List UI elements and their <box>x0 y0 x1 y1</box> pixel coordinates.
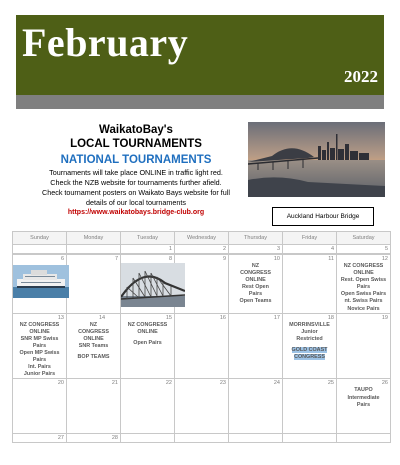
calendar-grid <box>12 231 391 443</box>
day-cell <box>283 245 337 255</box>
year-label: 2022 <box>344 67 378 86</box>
day-number: 11 <box>328 256 334 262</box>
day-number: 23 <box>219 380 226 387</box>
day-cell <box>13 255 67 314</box>
day-cell <box>229 313 283 379</box>
day-number: 15 <box>165 314 172 321</box>
info-line: Check the NZB website for tournaments further afield. <box>50 178 222 187</box>
day-cell <box>229 245 283 255</box>
event-nz-congress: NZ CONGRESS ONLINE SNR Teams BOP TEAMS <box>77 321 110 361</box>
event-taupo: TAUPO Intermediate Pairs <box>347 387 380 408</box>
day-cell <box>121 379 175 434</box>
day-number: 9 <box>222 256 226 262</box>
day-cell <box>67 245 121 255</box>
day-header: Monday <box>67 232 121 245</box>
day-number: 13 <box>57 314 64 321</box>
photo-caption: Auckland Harbour Bridge <box>272 207 374 226</box>
day-number: 6 <box>60 256 64 262</box>
tournament-info <box>26 123 246 218</box>
day-number: 7 <box>114 256 118 262</box>
day-cell <box>67 434 121 443</box>
event-gold-coast: GOLD COAST <box>291 346 328 353</box>
info-title-2: LOCAL TOURNAMENTS <box>70 138 202 150</box>
day-cell <box>175 434 229 443</box>
banner-divider <box>16 95 384 109</box>
day-number: 12 <box>381 256 388 262</box>
info-line: details of our local tournaments <box>86 198 186 207</box>
day-cell <box>13 379 67 434</box>
day-cell <box>67 255 121 314</box>
day-number: 1 <box>121 245 174 254</box>
month-title: February <box>22 20 189 65</box>
day-number: 21 <box>111 380 118 387</box>
day-number: 22 <box>165 380 172 387</box>
day-cell <box>175 245 229 255</box>
day-cell <box>175 313 229 379</box>
event-nz-congress: NZ CONGRESS ONLINE SNR MP Swiss Pairs Open MP Swiss Pairs Int. Pairs Junior Pairs <box>19 321 60 378</box>
day-cell <box>283 255 337 314</box>
day-cell <box>67 313 121 379</box>
day-number: 4 <box>283 245 336 254</box>
day-cell <box>121 434 175 443</box>
day-number: 28 <box>111 435 118 442</box>
day-cell <box>229 434 283 443</box>
cruise-ship-photo <box>13 265 69 298</box>
event-nz-congress: NZ CONGRESS ONLINE Open Pairs <box>127 321 168 346</box>
day-number: 5 <box>337 245 390 254</box>
day-number: 19 <box>381 314 388 321</box>
website-link[interactable]: https://www.waikatobays.bridge-club.org <box>67 209 205 216</box>
day-header: Wednesday <box>175 232 229 245</box>
event-nz-congress: NZ CONGRESS ONLINE Rest Open Pairs Open Teams <box>239 263 272 305</box>
day-cell <box>121 313 175 379</box>
day-cell <box>337 434 391 443</box>
day-cell <box>13 313 67 379</box>
harbour-bridge-photo <box>248 122 385 197</box>
day-cell <box>283 379 337 434</box>
day-cell <box>337 245 391 255</box>
day-header: Sunday <box>13 232 67 245</box>
info-line: Check tournament posters on Waikato Bays website for full <box>42 188 230 197</box>
day-number: 25 <box>327 380 334 387</box>
day-cell <box>121 255 175 314</box>
day-number: 8 <box>168 256 172 262</box>
day-cell <box>13 434 67 443</box>
event-nz-congress: NZ CONGRESS ONLINE Rest. Open Swiss Pairs Open Swiss Pairs nt. Swiss Pairs Novice Pairs <box>340 263 387 312</box>
day-number: 10 <box>273 256 280 262</box>
day-cell <box>283 313 337 379</box>
day-cell <box>13 245 67 255</box>
day-cell <box>175 379 229 434</box>
day-cell <box>337 255 391 314</box>
day-header: Tuesday <box>121 232 175 245</box>
month-banner <box>16 15 384 95</box>
day-cell <box>229 255 283 314</box>
day-cell <box>175 255 229 314</box>
day-number: 3 <box>229 245 282 254</box>
day-number: 14 <box>99 314 106 321</box>
day-number: 20 <box>57 380 64 387</box>
info-title-1: WaikatoBay's <box>99 124 173 136</box>
day-number: 16 <box>219 314 226 321</box>
day-number: 24 <box>273 380 280 387</box>
day-number: 2 <box>175 245 228 254</box>
day-cell <box>229 379 283 434</box>
day-number: 27 <box>57 435 64 442</box>
day-number: 18 <box>327 314 334 321</box>
day-cell <box>337 379 391 434</box>
day-cell <box>121 245 175 255</box>
day-cell <box>337 313 391 379</box>
day-header: Thursday <box>229 232 283 245</box>
day-number: 17 <box>273 314 280 321</box>
event-morrinsville: MORRINSVILLE Junior Restricted GOLD COAST CONGRESS <box>289 321 330 361</box>
info-title-3: NATIONAL TOURNAMENTS <box>60 154 212 166</box>
day-header: Saturday <box>337 232 391 245</box>
day-cell <box>283 434 337 443</box>
day-header: Friday <box>283 232 337 245</box>
day-cell <box>67 379 121 434</box>
info-line: Tournaments will take place ONLINE in traffic light red. <box>49 168 223 177</box>
day-number: 26 <box>381 380 388 387</box>
